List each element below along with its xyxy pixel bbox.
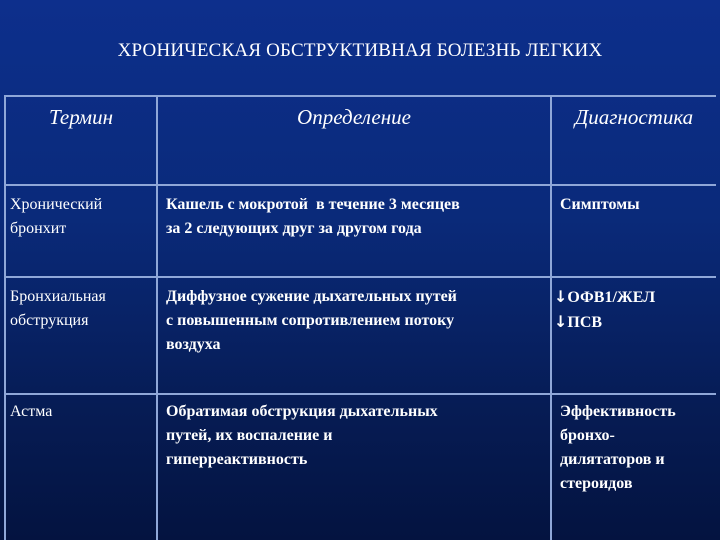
- table-border-top: [4, 95, 716, 97]
- row1-definition-line2: за 2 следующих друг за другом года: [166, 220, 422, 237]
- row3-diagnostics-line1: Эффективность: [560, 403, 676, 420]
- row3-diagnostics-line4: стероидов: [560, 475, 633, 492]
- row1-term: [10, 193, 154, 241]
- row2-diagnostics-text2: ПСВ: [567, 314, 603, 331]
- header-diagnostics: Диагностика: [574, 105, 694, 129]
- row-divider-1: [4, 184, 716, 186]
- row1-term-line2: бронхит: [10, 220, 67, 237]
- row2-diagnostics-line1: [554, 285, 714, 310]
- row-divider-2: [4, 276, 716, 278]
- header-term: Термин: [48, 105, 113, 129]
- down-arrow-icon: ↓: [554, 312, 568, 331]
- column-divider-1: [156, 95, 158, 540]
- row3-diagnostics: [560, 400, 714, 496]
- row1-definition-line1: Кашель с мокротой в течение 3 месяцев: [166, 196, 460, 213]
- copd-table: [4, 95, 716, 540]
- row2-term-line1: Бронхиальная: [10, 288, 106, 305]
- row2-term: [10, 285, 154, 333]
- row3-term: [10, 400, 154, 424]
- down-arrow-icon: ↓: [554, 287, 568, 306]
- row2-term-line2: обструкция: [10, 312, 89, 329]
- row2-definition-line3: воздуха: [166, 336, 221, 353]
- row2-definition: [166, 285, 548, 357]
- row1-diagnostics: [560, 193, 714, 217]
- row2-definition-line1: Диффузное сужение дыхательных путей: [166, 288, 457, 305]
- row1-term-line1: Хронический: [10, 196, 103, 213]
- row2-diagnostics-line2: [554, 310, 714, 335]
- row3-definition: [166, 400, 548, 472]
- row3-definition-line2: путей, их воспаление и: [166, 427, 333, 444]
- row2-diagnostics: [554, 285, 714, 335]
- row2-definition-line2: с повышенным сопротивлением потоку: [166, 312, 455, 329]
- row1-definition: [166, 193, 548, 241]
- slide-title: ХРОНИЧЕСКАЯ ОБСТРУКТИВНАЯ БОЛЕЗНЬ ЛЕГКИХ: [117, 40, 603, 61]
- header-definition: Определение: [297, 105, 411, 129]
- row-divider-3: [4, 393, 716, 395]
- row3-diagnostics-line3: дилятаторов и: [560, 451, 665, 468]
- table-border-left: [4, 95, 6, 540]
- column-divider-2: [550, 95, 552, 540]
- row2-diagnostics-text1: ОФВ1/ЖЕЛ: [567, 289, 656, 306]
- row3-diagnostics-line2: бронхо-: [560, 427, 615, 444]
- row3-definition-line3: гиперреактивность: [166, 451, 308, 468]
- row1-diagnostics-line1: Симптомы: [560, 196, 640, 213]
- row3-term-line1: Астма: [10, 403, 53, 420]
- row3-definition-line1: Обратимая обструкция дыхательных: [166, 403, 438, 420]
